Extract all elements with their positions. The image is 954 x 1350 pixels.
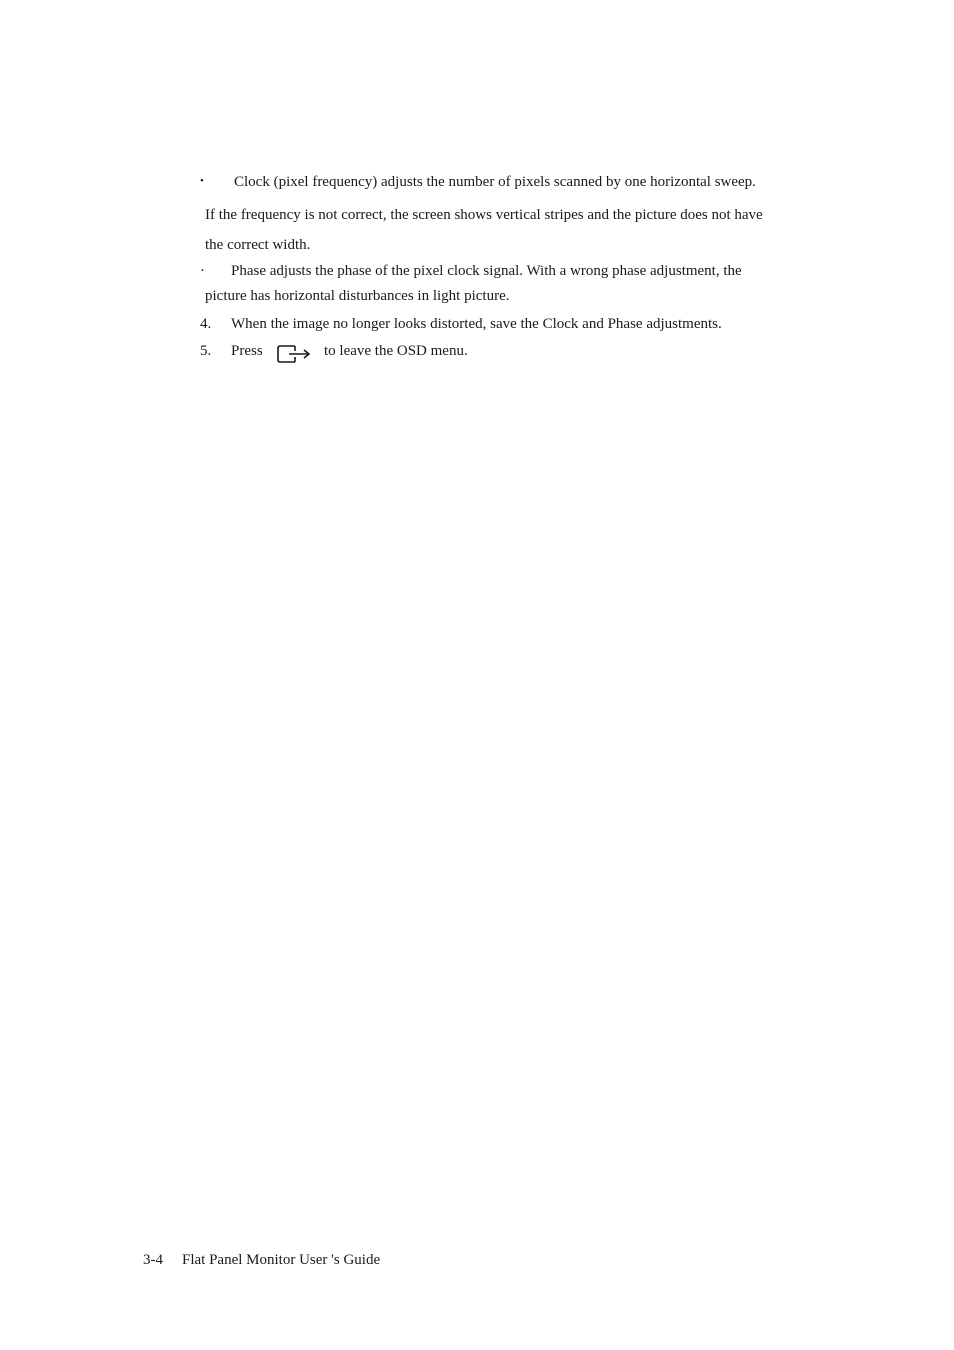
step-number: 4.: [200, 316, 212, 332]
step-5-press-text: Press: [231, 343, 263, 359]
bullet-marker: •: [200, 175, 204, 187]
step-5-rest-text: to leave the OSD menu.: [324, 343, 468, 359]
bullet-marker: ·: [200, 263, 205, 279]
clock-text-line2: If the frequency is not correct, the screen shows vertical stripes and the picture does not have: [205, 207, 763, 223]
step-4-text: When the image no longer looks distorted, save the Clock and Phase adjustments.: [231, 316, 722, 332]
footer-title: Flat Panel Monitor User 's Guide: [182, 1252, 381, 1268]
clock-text-line3: the correct width.: [205, 237, 311, 253]
phase-text-line1: Phase adjusts the phase of the pixel clock signal. With a wrong phase adjustment, the: [231, 263, 742, 279]
exit-icon: [275, 343, 313, 365]
page-number: 3-4: [143, 1252, 163, 1268]
step-number: 5.: [200, 343, 212, 359]
clock-text-line1: Clock (pixel frequency) adjusts the number of pixels scanned by one horizontal sweep.: [234, 174, 756, 190]
phase-text-line2: picture has horizontal disturbances in light picture.: [205, 288, 510, 304]
